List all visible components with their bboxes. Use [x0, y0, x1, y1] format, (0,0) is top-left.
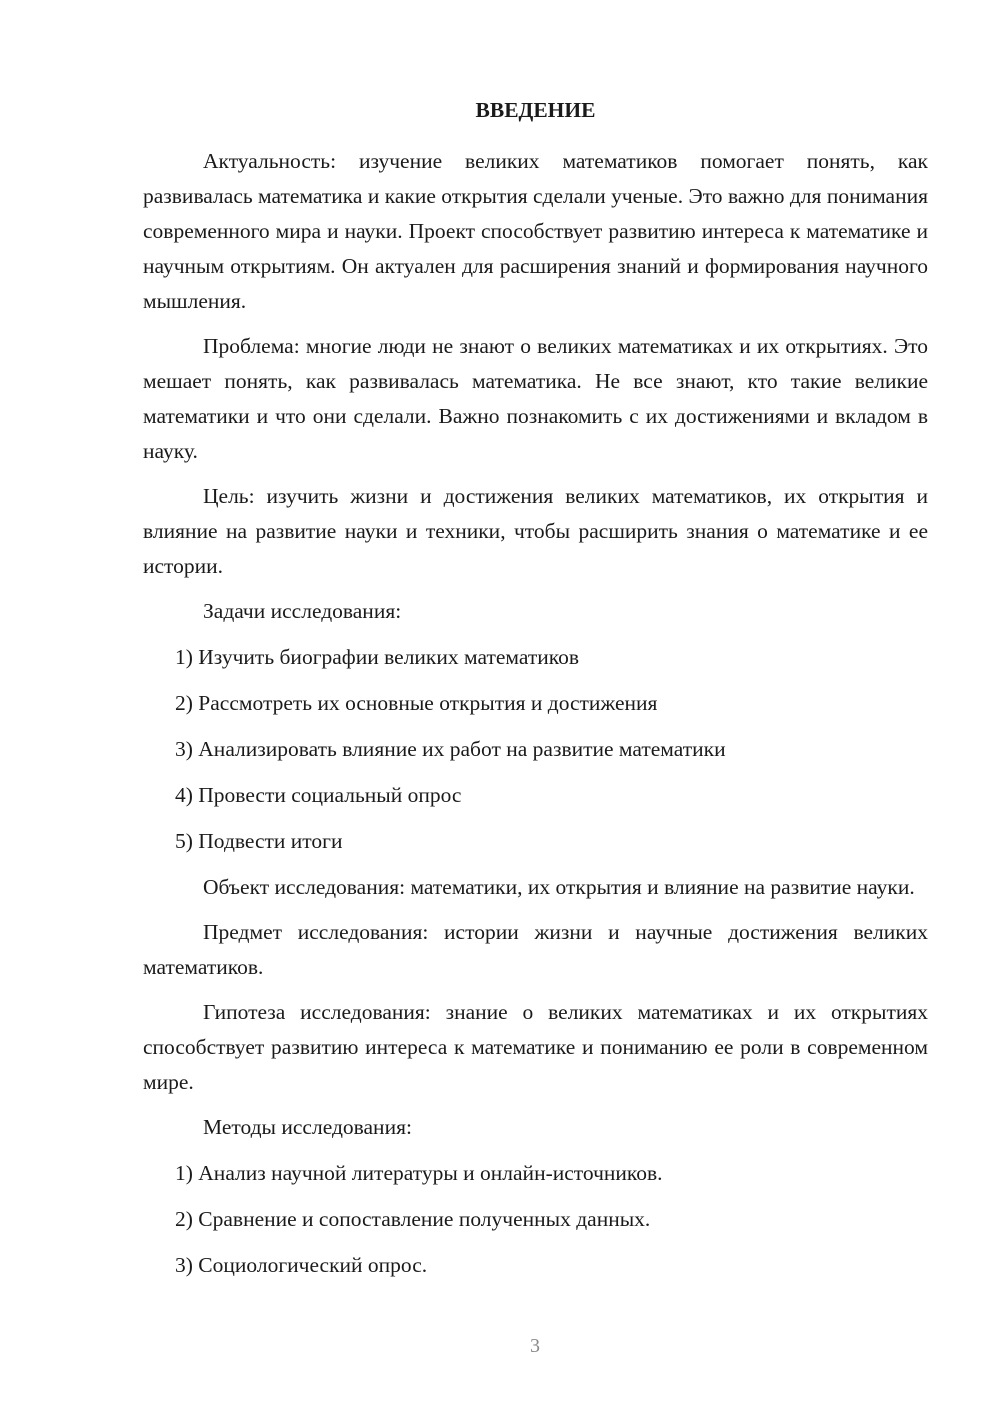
page-number: 3 [530, 1335, 540, 1357]
tasks-list [143, 640, 928, 859]
relevance-paragraph: Актуальность: изучение великих математиков помогает понять, как развивалась математика и какие открытия сделали ученые. Это важно для понимания современного мира и науки. Проект способствует развитию интереса к математике и научным открытиям. Он актуален для расширения знаний и формирования научного мышления. [143, 149, 928, 313]
task-item: 1) Изучить биографии великих математиков [175, 645, 579, 669]
task-item: 3) Анализировать влияние их работ на развитие математики [175, 737, 726, 761]
problem-paragraph: Проблема: многие люди не знают о великих математиках и их открытиях. Это мешает понять, как развивалась математика. Не все знают, кто такие великие математики и что они сделали. Важно познакомить с их достижениями и вкладом в науку. [143, 334, 928, 463]
task-item: 4) Провести социальный опрос [175, 783, 462, 807]
page-content [143, 94, 928, 1294]
methods-title: Методы исследования: [203, 1115, 412, 1139]
method-item: 3) Социологический опрос. [175, 1253, 428, 1277]
page-title: ВВЕДЕНИЕ [475, 98, 596, 122]
task-item: 5) Подвести итоги [175, 829, 343, 853]
object-paragraph: Объект исследования: математики, их открытия и влияние на развитие науки. [203, 875, 915, 899]
methods-list [143, 1156, 928, 1283]
method-item: 2) Сравнение и сопоставление полученных данных. [175, 1207, 651, 1231]
hypothesis-paragraph: Гипотеза исследования: знание о великих математиках и их открытиях способствует развитию интереса к математике и пониманию ее роли в современном мире. [143, 1000, 928, 1094]
tasks-title: Задачи исследования: [203, 599, 402, 623]
subject-paragraph: Предмет исследования: истории жизни и научные достижения великих математиков. [143, 920, 928, 979]
method-item: 1) Анализ научной литературы и онлайн-источников. [175, 1161, 663, 1185]
goal-paragraph: Цель: изучить жизни и достижения великих математиков, их открытия и влияние на развитие науки и техники, чтобы расширить знания о математике и ее истории. [143, 484, 928, 578]
task-item: 2) Рассмотреть их основные открытия и достижения [175, 691, 658, 715]
